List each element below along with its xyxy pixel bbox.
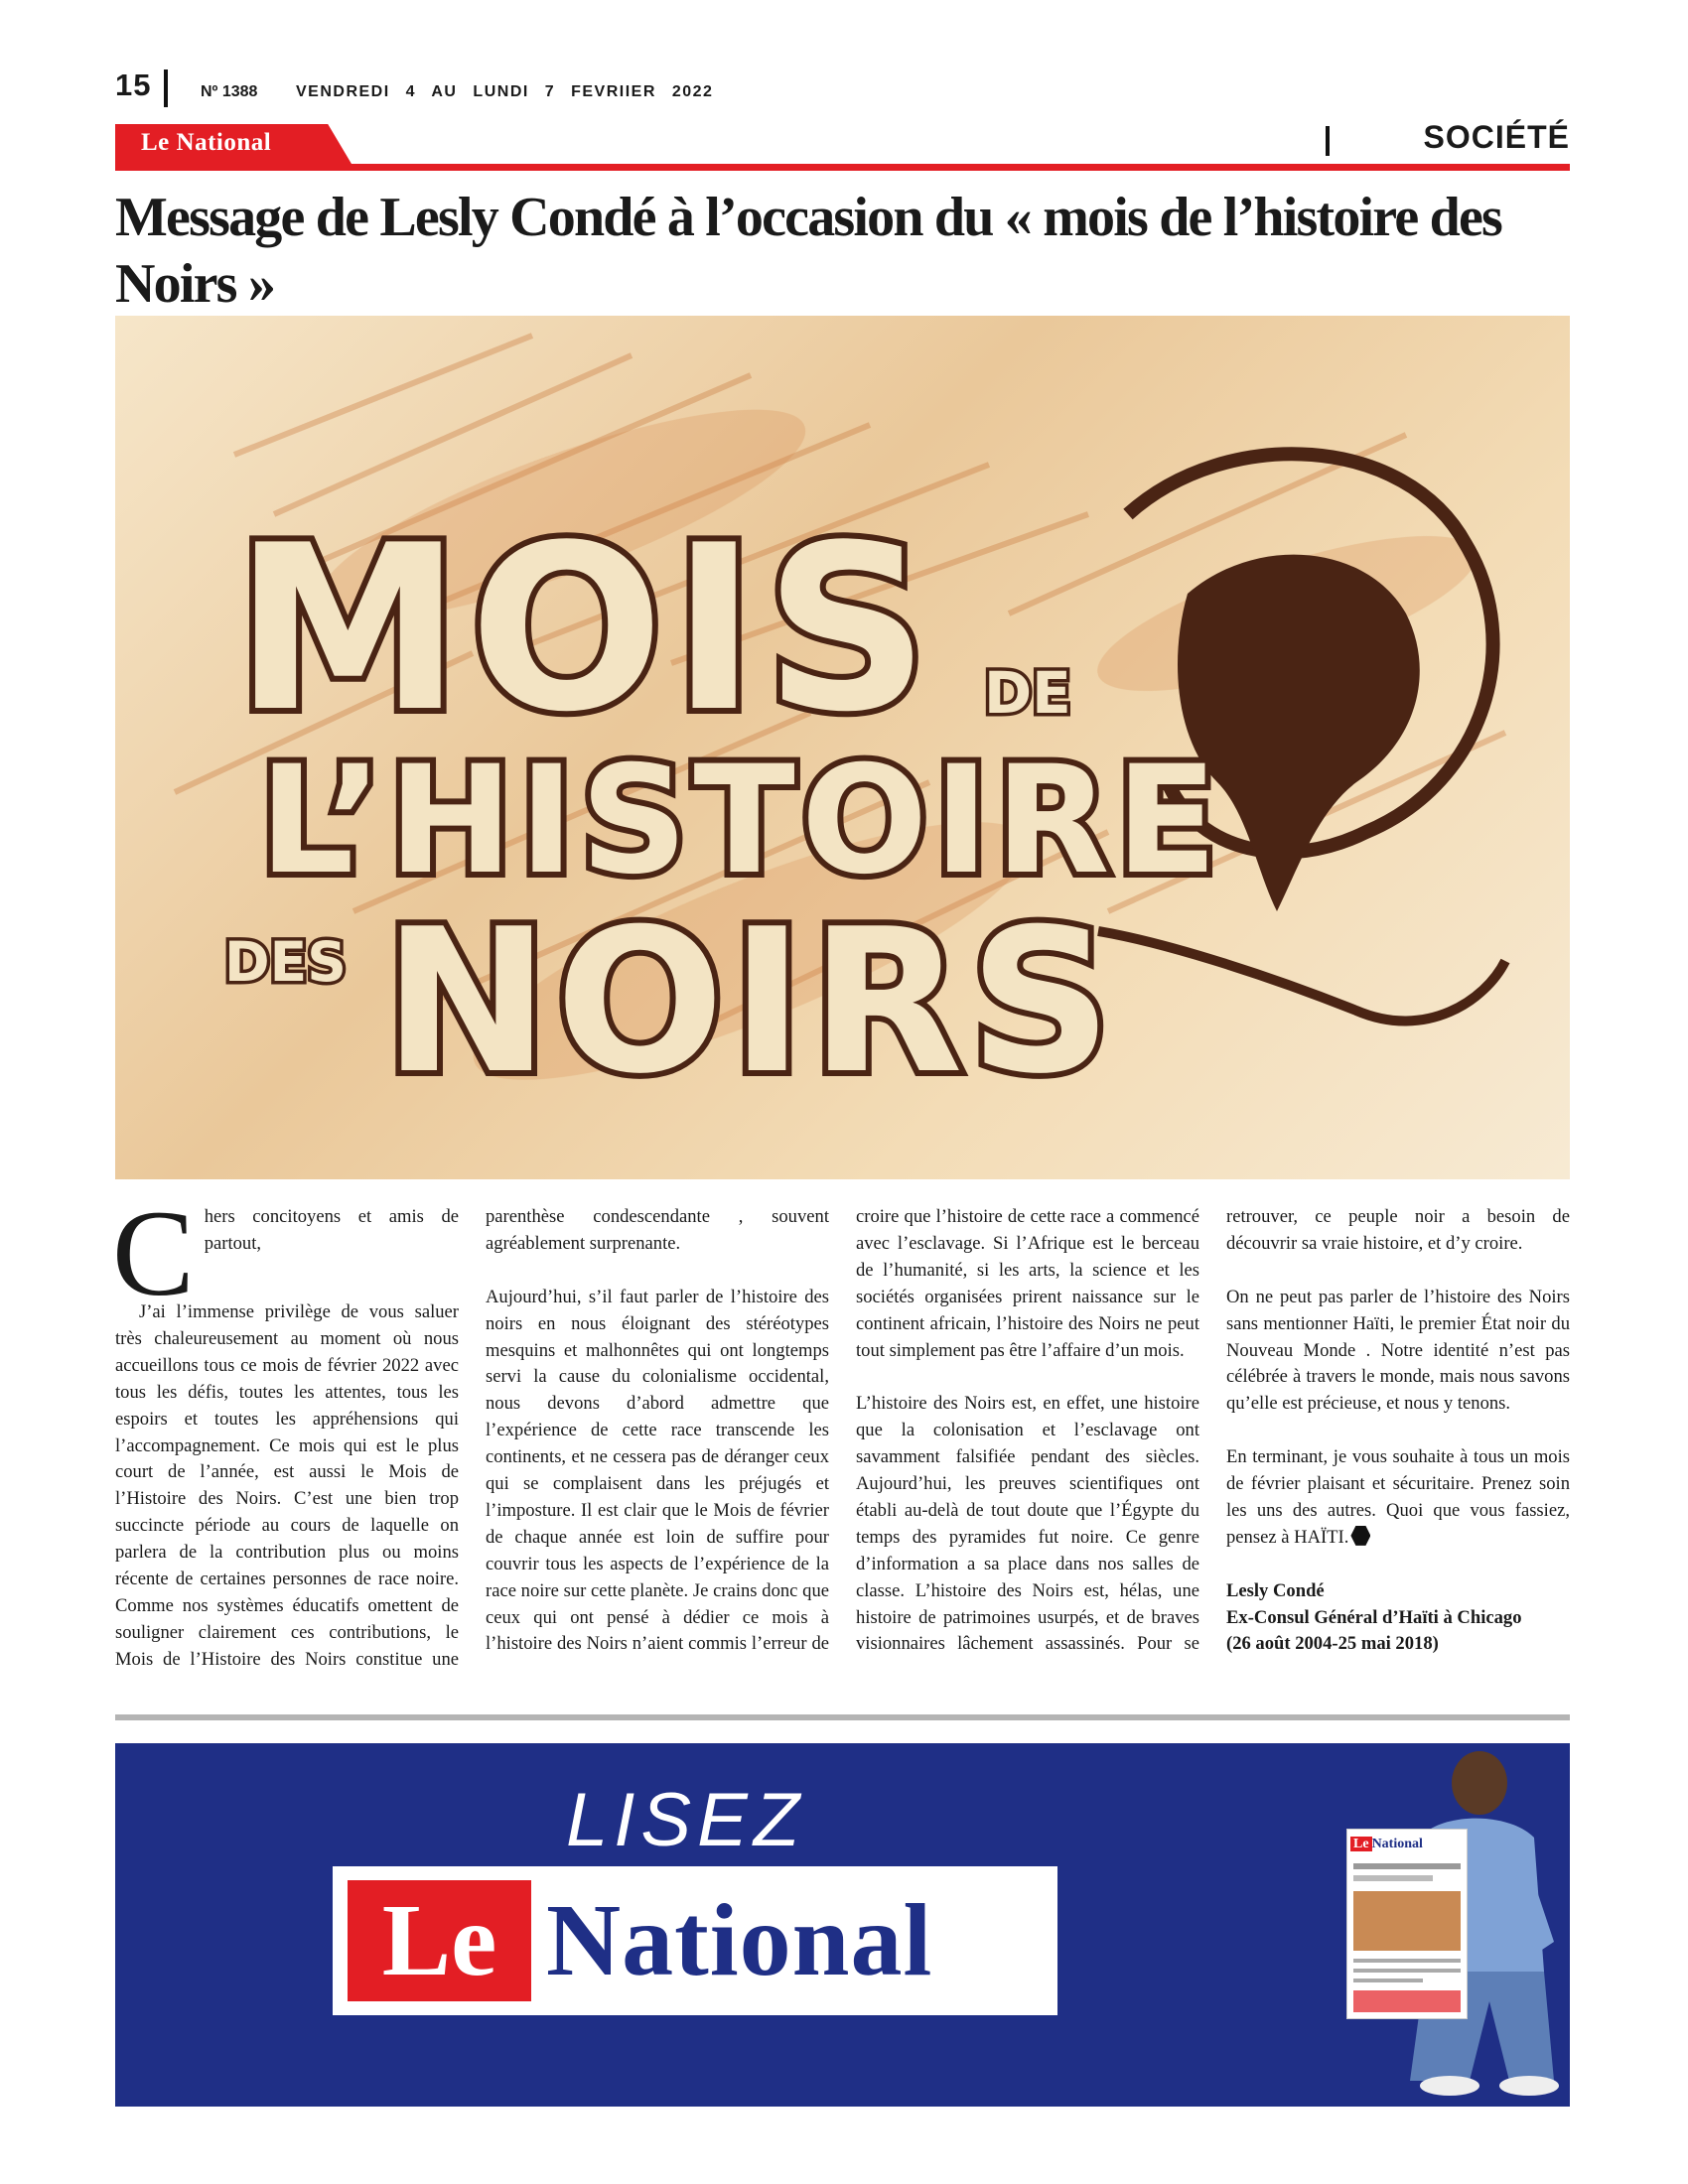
page-number-divider — [164, 69, 168, 107]
ad-mini-masthead: Le National — [1350, 1834, 1462, 1855]
section-divider — [1326, 126, 1330, 156]
ad-lisez-text: LISEZ — [566, 1778, 806, 1862]
image-word-des: DES — [224, 930, 347, 994]
signature-dates: (26 août 2004-25 mai 2018) — [1226, 1633, 1439, 1655]
paragraph-1-flow: J’ai l’immense privilège de vous saluer très chaleureusement au moment où nous accueillons tous ce mois de février 2022 avec tous les défis, toutes les attentes, tous les espoirs et toutes les appréhensions qui l’accompagnement. Ce mois qui est le plus court de l’année, est aussi le Mois de l’Histoire des Noirs. C’est une bien trop succincte période au cours de laquelle on parlera de la contribution plus ou moins récente de certaines personnes de race noire. Comme nos systèmes éducatifs omettent de souligner clairement ces contributions, le Mois de l’Histoire des Noirs constitue une parenthèse condescendante , souvent agréablement surprenante. — [115, 1206, 829, 1670]
issue-number: Nº 1388 — [201, 83, 258, 100]
article-headline: Message de Lesly Condé à l’occasion du « mois de l’histoire des Noirs » — [115, 187, 1502, 315]
ad-logo-le: Le — [381, 1883, 497, 1997]
drop-cap-letter: C — [112, 1185, 195, 1321]
issue-date: VENDREDI 4 AU LUNDI 7 FEVRIIER 2022 — [296, 83, 714, 100]
end-mark-icon — [1350, 1526, 1370, 1546]
signature-name: Lesly Condé — [1226, 1579, 1325, 1601]
paragraph-4: On ne peut pas parler de l’histoire des Noirs sans mentionner Haïti, le premier État noir du Nouveau Monde . Notre identité n’est pas célébrée à travers le monde, mais nous savons qu’elle est précieuse, et nous y tenons. — [1226, 1286, 1570, 1415]
image-word-mois: MOIS — [234, 497, 937, 762]
image-word-noirs: NOIRS — [383, 887, 1118, 1118]
image-word-histoire: L’HISTOIRE — [259, 735, 1224, 907]
header-rule — [115, 164, 1570, 171]
page-number: 15 — [115, 68, 152, 102]
brand-name: Le National — [141, 129, 272, 156]
signature-title: Ex-Consul Général d’Haïti à Chicago — [1226, 1606, 1522, 1628]
paragraph-3: L’histoire des Noirs est, en effet, une histoire que la colonisation et l’esclavage ont savamment falsifiée pendant des siècles. Aujourd’hui, les preuves scientifiques ont établi au-delà de tout doute que l’Égypte du temps des pyramides fut noire. Ce genre d’information a sa place dans nos salles de classe. L’histoire des Noirs est, hélas, une histoire de patrimoines usurpés, et de braves visionnaires lâchement assassinés. Pour se retrouver, ce peuple noir a besoin de découvrir sa vraie histoire, et d’y croire. — [856, 1206, 1570, 1655]
hero-image — [115, 316, 1570, 1179]
article-body — [112, 1185, 1570, 1701]
article-bottom-rule — [115, 1714, 1570, 1720]
paragraph-salutation: Chers concitoyens et amis de partout, — [112, 1185, 459, 1321]
image-word-de: DE — [984, 659, 1071, 727]
ad-mini-newspaper — [1346, 1829, 1468, 2019]
paragraph-5: En terminant, je vous souhaite à tous un mois de février plaisant et sécuritaire. Prenez soin les uns des autres. Quoi que vous fassiez, pensez à HAÏTI. — [1226, 1446, 1570, 1548]
section-title: SOCIÉTÉ — [1423, 119, 1570, 155]
ad-logo-national: National — [546, 1883, 933, 1997]
paragraph-2: Aujourd’hui, s’il faut parler de l’histoire des noirs en nous éloignant des stéréotypes mesquins et malhonnêtes qui ont longtemps servi la cause du colonialisme occidental, nous devons d’abord admettre que l’expérience de cette race transcende les continents, et ne cessera pas de déranger ceux qui se complaisent dans les préjugés et l’imposture. Il est clair que le Mois de février de chaque année est loin de suffire pour couvrir tous les aspects de l’expérience de la race noire sur cette planète. Je crains donc que ceux qui ont pensé à dédier ce mois à l’histoire des Noirs n’aient commis l’erreur de croire que l’histoire de cette race a commencé avec l’esclavage. Si l’Afrique est le berceau de l’humanité, si les arts, la science et les sociétés organisées prirent naissance sur le continent africain, l’histoire des Noirs ne peut tout simplement pas être l’affaire d’un mois. — [486, 1206, 1199, 1655]
